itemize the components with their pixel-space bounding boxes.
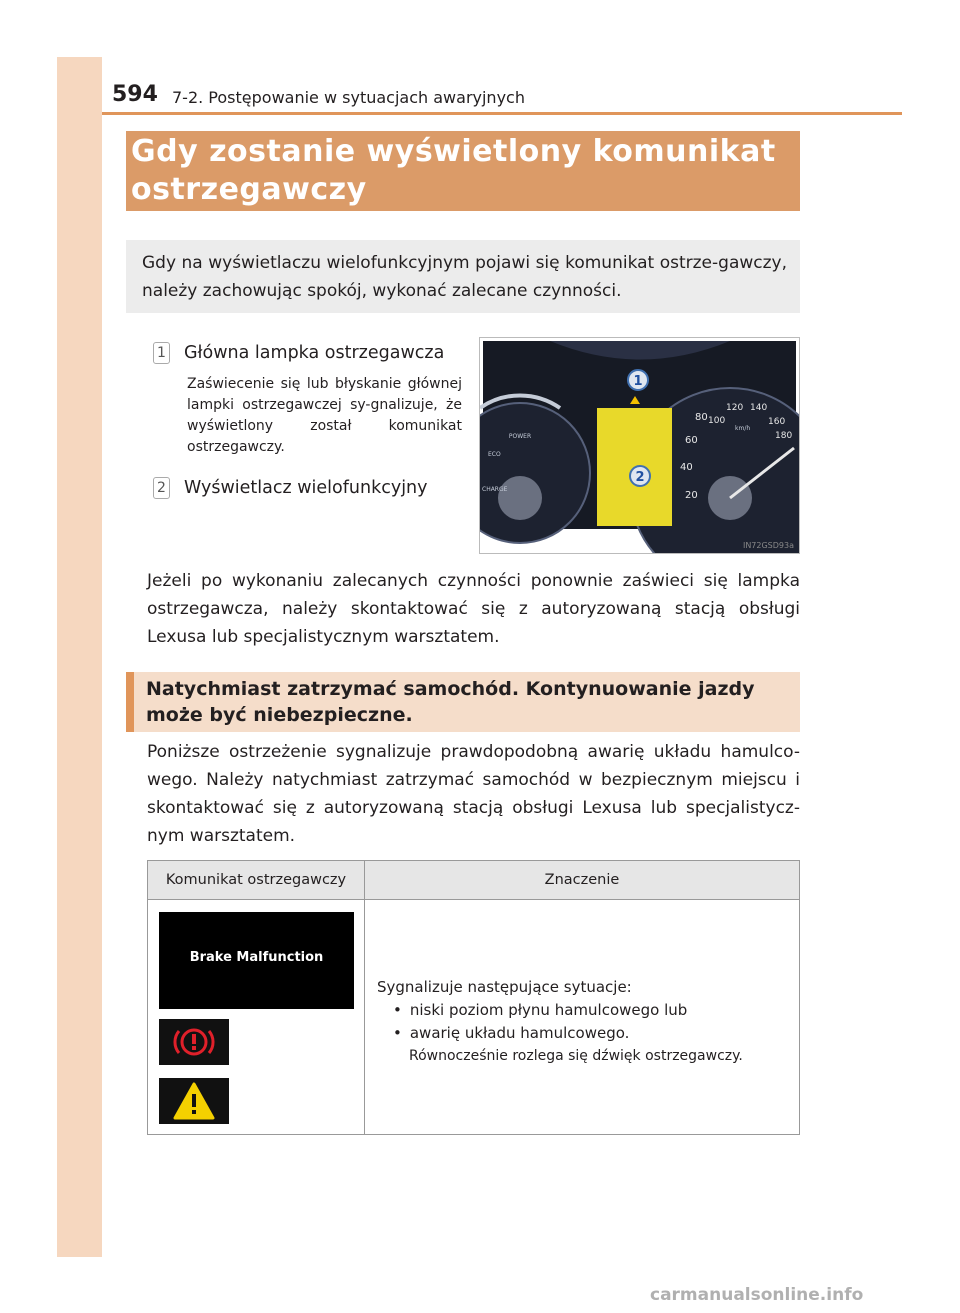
item-master-warning <box>153 342 444 364</box>
section-title-box <box>126 131 800 211</box>
charge-label: CHARGE <box>482 486 508 493</box>
intro-text: Gdy na wyświetlaczu wielofunkcyjnym pojawi się komunikat ostrze-gawczy, należy zachowując spokój, wykonać zalecane czynności. <box>142 253 787 301</box>
warning-message-text: Brake Malfunction <box>189 950 324 965</box>
table-row-divider <box>148 899 799 900</box>
table-column-divider <box>364 861 365 1134</box>
speed-180: 180 <box>775 431 793 441</box>
item-number: 2 <box>153 477 170 499</box>
page-number: 594 <box>112 82 158 107</box>
speed-20: 20 <box>685 490 698 501</box>
marker-1-number: 1 <box>633 374 643 389</box>
speed-60: 60 <box>685 435 698 446</box>
subsection-text: Poniższe ostrzeżenie sygnalizuje prawdopodobną awarię układu hamulco-wego. Należy natychmiast zatrzymać samochód w bezpiecznym miejscu i skontaktować się z autoryzowaną stacją obsługi Lexusa lub specjalistycz-nym warsztatem. <box>147 742 800 846</box>
intro-box <box>126 240 800 313</box>
master-warning-icon <box>159 1078 229 1124</box>
dashboard-svg <box>480 338 799 553</box>
brake-warning-icon <box>159 1019 229 1065</box>
warning-meaning <box>377 976 797 1068</box>
left-gauge-hub <box>498 476 542 520</box>
power-label: POWER <box>508 433 532 440</box>
item-description: Zaświecenie się lub błyskanie głównej lampki ostrzegawczej sy-gnalizuje, że wyświetlony został komunikat ostrzegawczy. <box>187 376 462 455</box>
meaning-intro: Sygnalizuje następujące sytuacje: <box>377 978 632 996</box>
page-title: Gdy zostanie wyświetlony komunikat ostrzegawczy <box>131 134 776 207</box>
page-header <box>112 82 902 112</box>
item-label: Główna lampka ostrzegawcza <box>184 343 445 363</box>
item-number: 1 <box>153 342 170 364</box>
speed-140: 140 <box>750 403 768 413</box>
subsection-title: Natychmiast zatrzymać samochód. Kontynuowanie jazdy może być niebezpieczne. <box>146 678 755 726</box>
table-header-meaning: Znaczenie <box>365 861 799 899</box>
speed-160: 160 <box>768 417 786 427</box>
meaning-note: Równocześnie rozlega się dźwięk ostrzegawczy. <box>409 1048 743 1064</box>
meaning-bullet: • awarię układu hamulcowego. <box>377 1022 797 1045</box>
header-rule <box>102 112 902 115</box>
figure-code: IN72GSD93a <box>742 541 794 550</box>
subsection-title-box <box>126 672 800 732</box>
warning-table <box>147 860 800 1135</box>
speed-unit: km/h <box>735 425 751 432</box>
marker-2-number: 2 <box>635 470 645 485</box>
item-label: Wyświetlacz wielofunkcyjny <box>184 478 428 498</box>
master-warning-icon-box <box>159 1078 229 1124</box>
watermark: carmanualsonline.info <box>650 1285 864 1305</box>
meaning-bullet: • niski poziom płynu hamulcowego lub <box>377 999 797 1022</box>
dashboard-illustration <box>479 337 800 554</box>
side-band <box>57 57 102 1257</box>
after-text: Jeżeli po wykonaniu zalecanych czynności ponownie zaświeci się lampka ostrzegawcza, należy skontaktować się z autoryzowaną stacją obsługi Lexusa lub specjalistycznym warsztatem. <box>147 571 800 647</box>
speed-40: 40 <box>680 462 693 473</box>
warning-message-screen <box>159 912 354 1009</box>
table-header-message: Komunikat ostrzegawczy <box>148 861 364 899</box>
speed-100: 100 <box>708 416 726 426</box>
chapter-title: 7-2. Postępowanie w sytuacjach awaryjnych <box>172 88 525 107</box>
subsection-bar <box>126 672 134 732</box>
brake-warning-icon-box <box>159 1019 229 1065</box>
eco-label: ECO <box>488 451 501 458</box>
speed-120: 120 <box>726 403 744 413</box>
item-multi-display <box>153 477 428 499</box>
speed-80: 80 <box>695 412 708 423</box>
